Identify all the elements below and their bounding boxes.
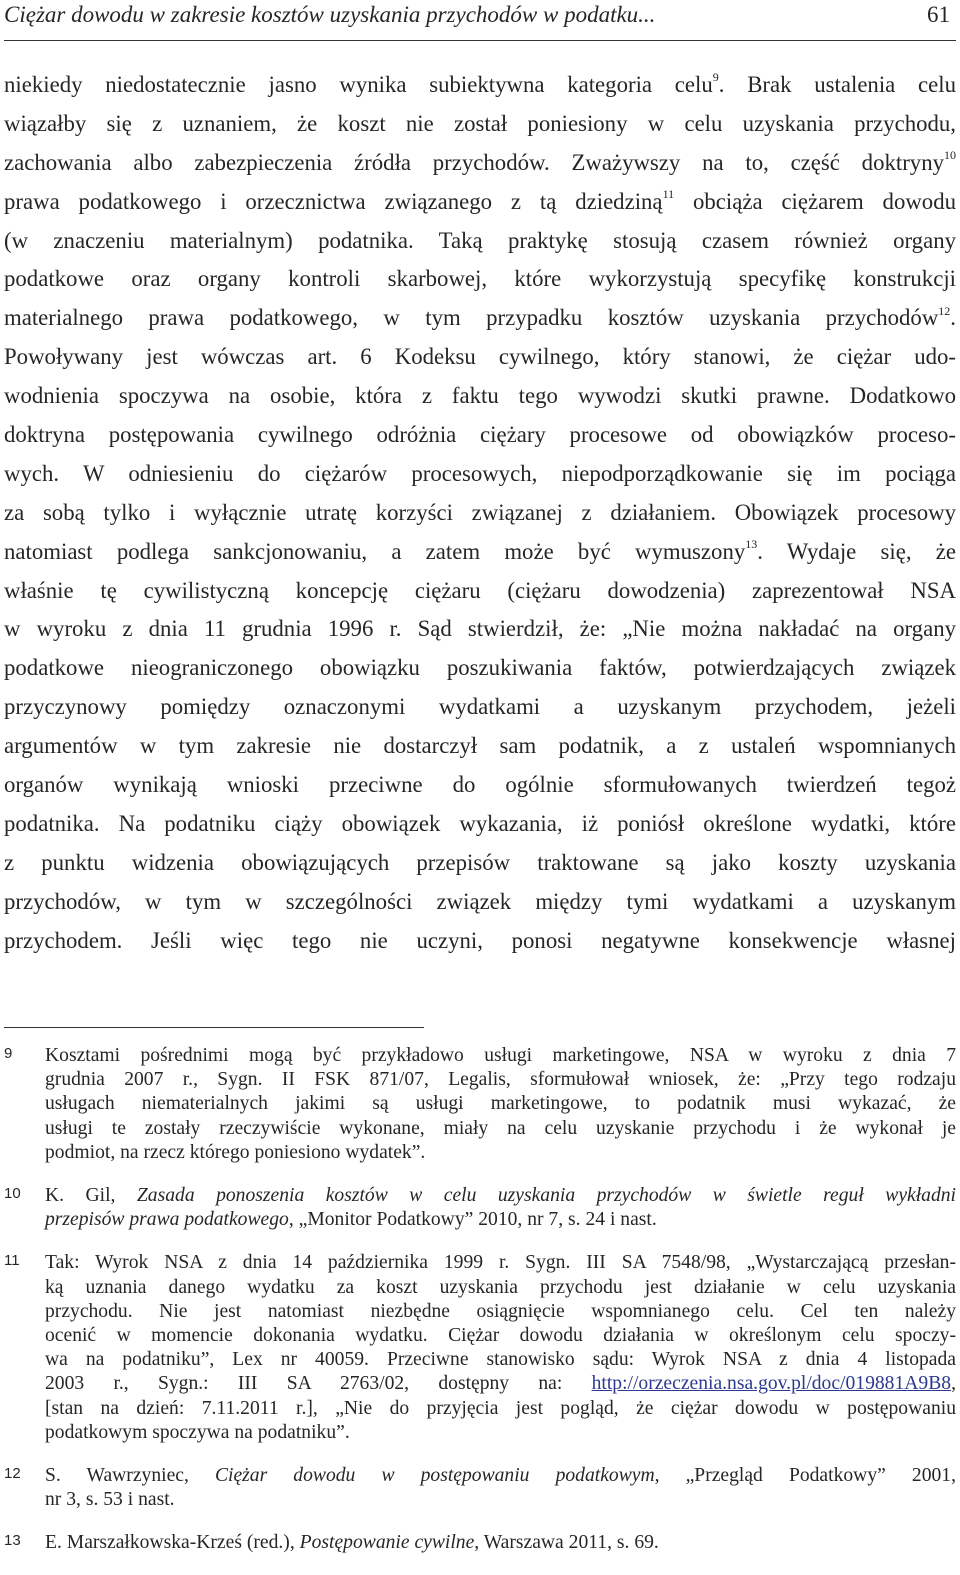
footnote-line: Tak: Wyrok NSA z dnia 14 października 1999 r. Sygn. III SA 7548/98, „Wystarczającą przesłan- xyxy=(45,1252,956,1274)
footnote-line: ocenić w momencie dokonania wydatku. Ciężar dowodu działania w określonym celu spoczy- xyxy=(45,1325,956,1347)
footnote-ref[interactable]: 11 xyxy=(662,187,675,202)
text-line: podatnika. Na podatniku ciąży obowiązek wykazania, iż poniósł określone wydatki, które xyxy=(4,810,956,836)
footnote-line: grudnia 2007 r., Sygn. II FSK 871/07, Legalis, sformułował wniosek, że: „Przy tego rodzaju xyxy=(45,1069,956,1091)
footnote-10 xyxy=(0,1184,960,1232)
text-line: natomiast podlega sankcjonowaniu, a zatem może być wymuszony$^{13}$. Wydaje się, że xyxy=(4,537,956,564)
text-line: przychodów, w tym w szczególności związek między tymi wydatkami a uzyskanym xyxy=(4,888,956,914)
text-line: materialnego prawa podatkowego, w tym przypadku kosztów uzyskania przychodów$^{12}$. xyxy=(4,303,956,331)
footnote-line: ką uznania danego wydatku za koszt uzyskania przychodu jest działanie w celu uzyskania xyxy=(45,1276,956,1298)
nsa-link[interactable]: http://orzeczenia.nsa.gov.pl/doc/019881A9B8 xyxy=(591,1373,952,1395)
text-line: przychodem. Jeśli więc tego nie uczyni, ponosi negatywne konsekwencje własnej xyxy=(4,927,956,953)
text-line: doktryna postępowania cywilnego odróżnia ciężary procesowe od obowiązków proceso- xyxy=(4,422,956,448)
footnote-ref[interactable]: 9 xyxy=(712,70,719,85)
text-line: organów wynikają wnioski przeciwne do ogólnie sformułowanych twierdzeń tegoż xyxy=(4,772,956,798)
text-line: z punktu widzenia obowiązujących przepisów traktowane są jako koszty uzyskania xyxy=(4,849,956,875)
footnote-9 xyxy=(0,1044,960,1165)
footnote-line: podmiot, na rzecz którego poniesiono wydatek”. xyxy=(45,1141,426,1163)
footnote-number: 12 xyxy=(4,1465,21,1483)
footnote-line: K. Gil, Zasada ponoszenia kosztów w celu uzyskania przychodów w świetle reguł wykładni xyxy=(45,1185,956,1207)
footnote-number: 13 xyxy=(4,1532,21,1550)
footnote-ref[interactable]: 10 xyxy=(944,148,956,163)
text-line: wiązałby się z uznaniem, że koszt nie został poniesiony w celu uzyskania przychodu, xyxy=(4,110,956,136)
footnote-ref[interactable]: 13 xyxy=(745,537,758,552)
footnote-line: 2003 r., Sygn.: III SA 2763/02, dostępny na: http://orzeczenia.nsa.gov.pl/doc/019881A9B8, xyxy=(45,1373,956,1395)
footnote-line: usługach niematerialnych jakimi są usługi marketingowe, to podatnik musi wykazać, że xyxy=(45,1093,956,1115)
text-line: argumentów w tym zakresie nie dostarczył sam podatnik, a z ustaleń wspomnianych xyxy=(4,733,956,759)
text-line: Powoływany jest wówczas art. 6 Kodeksu cywilnego, który stanowi, że ciężar udo- xyxy=(4,344,956,370)
footnote-line: przepisów prawa podatkowego, „Monitor Podatkowy” 2010, nr 7, s. 24 i nast. xyxy=(45,1209,657,1231)
footnote-line: nr 3, s. 53 i nast. xyxy=(45,1489,175,1511)
running-title: Ciężar dowodu w zakresie kosztów uzyskania przychodów w podatku... xyxy=(4,2,656,27)
main-text xyxy=(4,66,956,960)
footnote-13 xyxy=(0,1531,960,1555)
footnote-number: 10 xyxy=(4,1185,21,1203)
footnote-number: 9 xyxy=(4,1045,13,1062)
text-line: właśnie tę cywilistyczną koncepcję ciężaru (ciężaru dowodzenia) zaprezentował NSA xyxy=(4,577,956,603)
footnotes xyxy=(0,1044,960,1575)
footnote-line: przychodu. Nie jest natomiast niezbędne osiągnięcie wspomnianego celu. Cel ten należy xyxy=(45,1300,956,1322)
text-line: wodnienia spoczywa na osobie, która z faktu tego wywodzi skutki prawne. Dodatkowo xyxy=(4,383,956,409)
text-line: niekiedy niedostatecznie jasno wynika subiektywna kategoria celu$^9$. Brak ustalenia celu xyxy=(4,70,956,97)
text-line: wych. W odniesieniu do ciężarów procesowych, niepodporządkowanie się im pociąga xyxy=(4,460,956,486)
footnote-line: Kosztami pośrednimi mogą być przykładowo usługi marketingowe, NSA w wyroku z dnia 7 xyxy=(45,1045,956,1066)
text-line: prawa podatkowego i orzecznictwa związanego z tą dziedziną$^{11}$ obciąża ciężarem dowodu xyxy=(4,187,956,214)
text-line: podatkowe nieograniczonego obowiązku poszukiwania faktów, potwierdzających związek xyxy=(4,655,956,681)
text-line: (w znaczeniu materialnym) podatnika. Taką praktykę stosują czasem również organy xyxy=(4,227,956,253)
text-line: podatkowe oraz organy kontroli skarbowej, które wykorzystują specyfikę konstrukcji xyxy=(4,266,956,292)
footnote-12 xyxy=(0,1464,960,1512)
text-line: za sobą tylko i wyłącznie utratę korzyści związanej z działaniem. Obowiązek procesowy xyxy=(4,499,956,525)
page-number: 61 xyxy=(927,2,950,27)
footnote-line: usługi te zostały rzeczywiście wykonane, miały na celu uzyskanie przychodu i że wykonał je xyxy=(45,1117,956,1139)
footnote-number: 11 xyxy=(4,1252,20,1270)
footnote-line: S. Wawrzyniec, Ciężar dowodu w postępowaniu podatkowym, „Przegląd Podatkowy” 2001, xyxy=(45,1465,956,1487)
footnote-line: podatkowym spoczywa na podatniku”. xyxy=(45,1421,350,1443)
footnote-line: wa na podatniku”, Lex nr 40059. Przeciwne stanowisko sądu: Wyrok NSA z dnia 4 listopada xyxy=(45,1349,956,1371)
footnote-separator xyxy=(4,1027,424,1028)
footnote-line: [stan na dzień: 7.11.2011 r.], „Nie do przyjęcia jest pogląd, że ciężar dowodu w postępowaniu xyxy=(45,1397,956,1419)
text-line: zachowania albo zabezpieczenia źródła przychodów. Zważywszy na to, część doktryny$^{10}$ xyxy=(4,148,956,175)
footnote-line: E. Marszałkowska-Krześ (red.), Postępowanie cywilne, Warszawa 2011, s. 69. xyxy=(45,1532,659,1554)
text-line: w wyroku z dnia 11 grudnia 1996 r. Sąd stwierdził, że: „Nie można nakładać na organy xyxy=(4,616,956,642)
footnote-11 xyxy=(0,1251,960,1445)
running-header xyxy=(4,0,956,41)
text-line: przyczynowy pomiędzy oznaczonymi wydatkami a uzyskanym przychodem, jeżeli xyxy=(4,694,956,720)
footnote-ref[interactable]: 12 xyxy=(938,303,951,318)
